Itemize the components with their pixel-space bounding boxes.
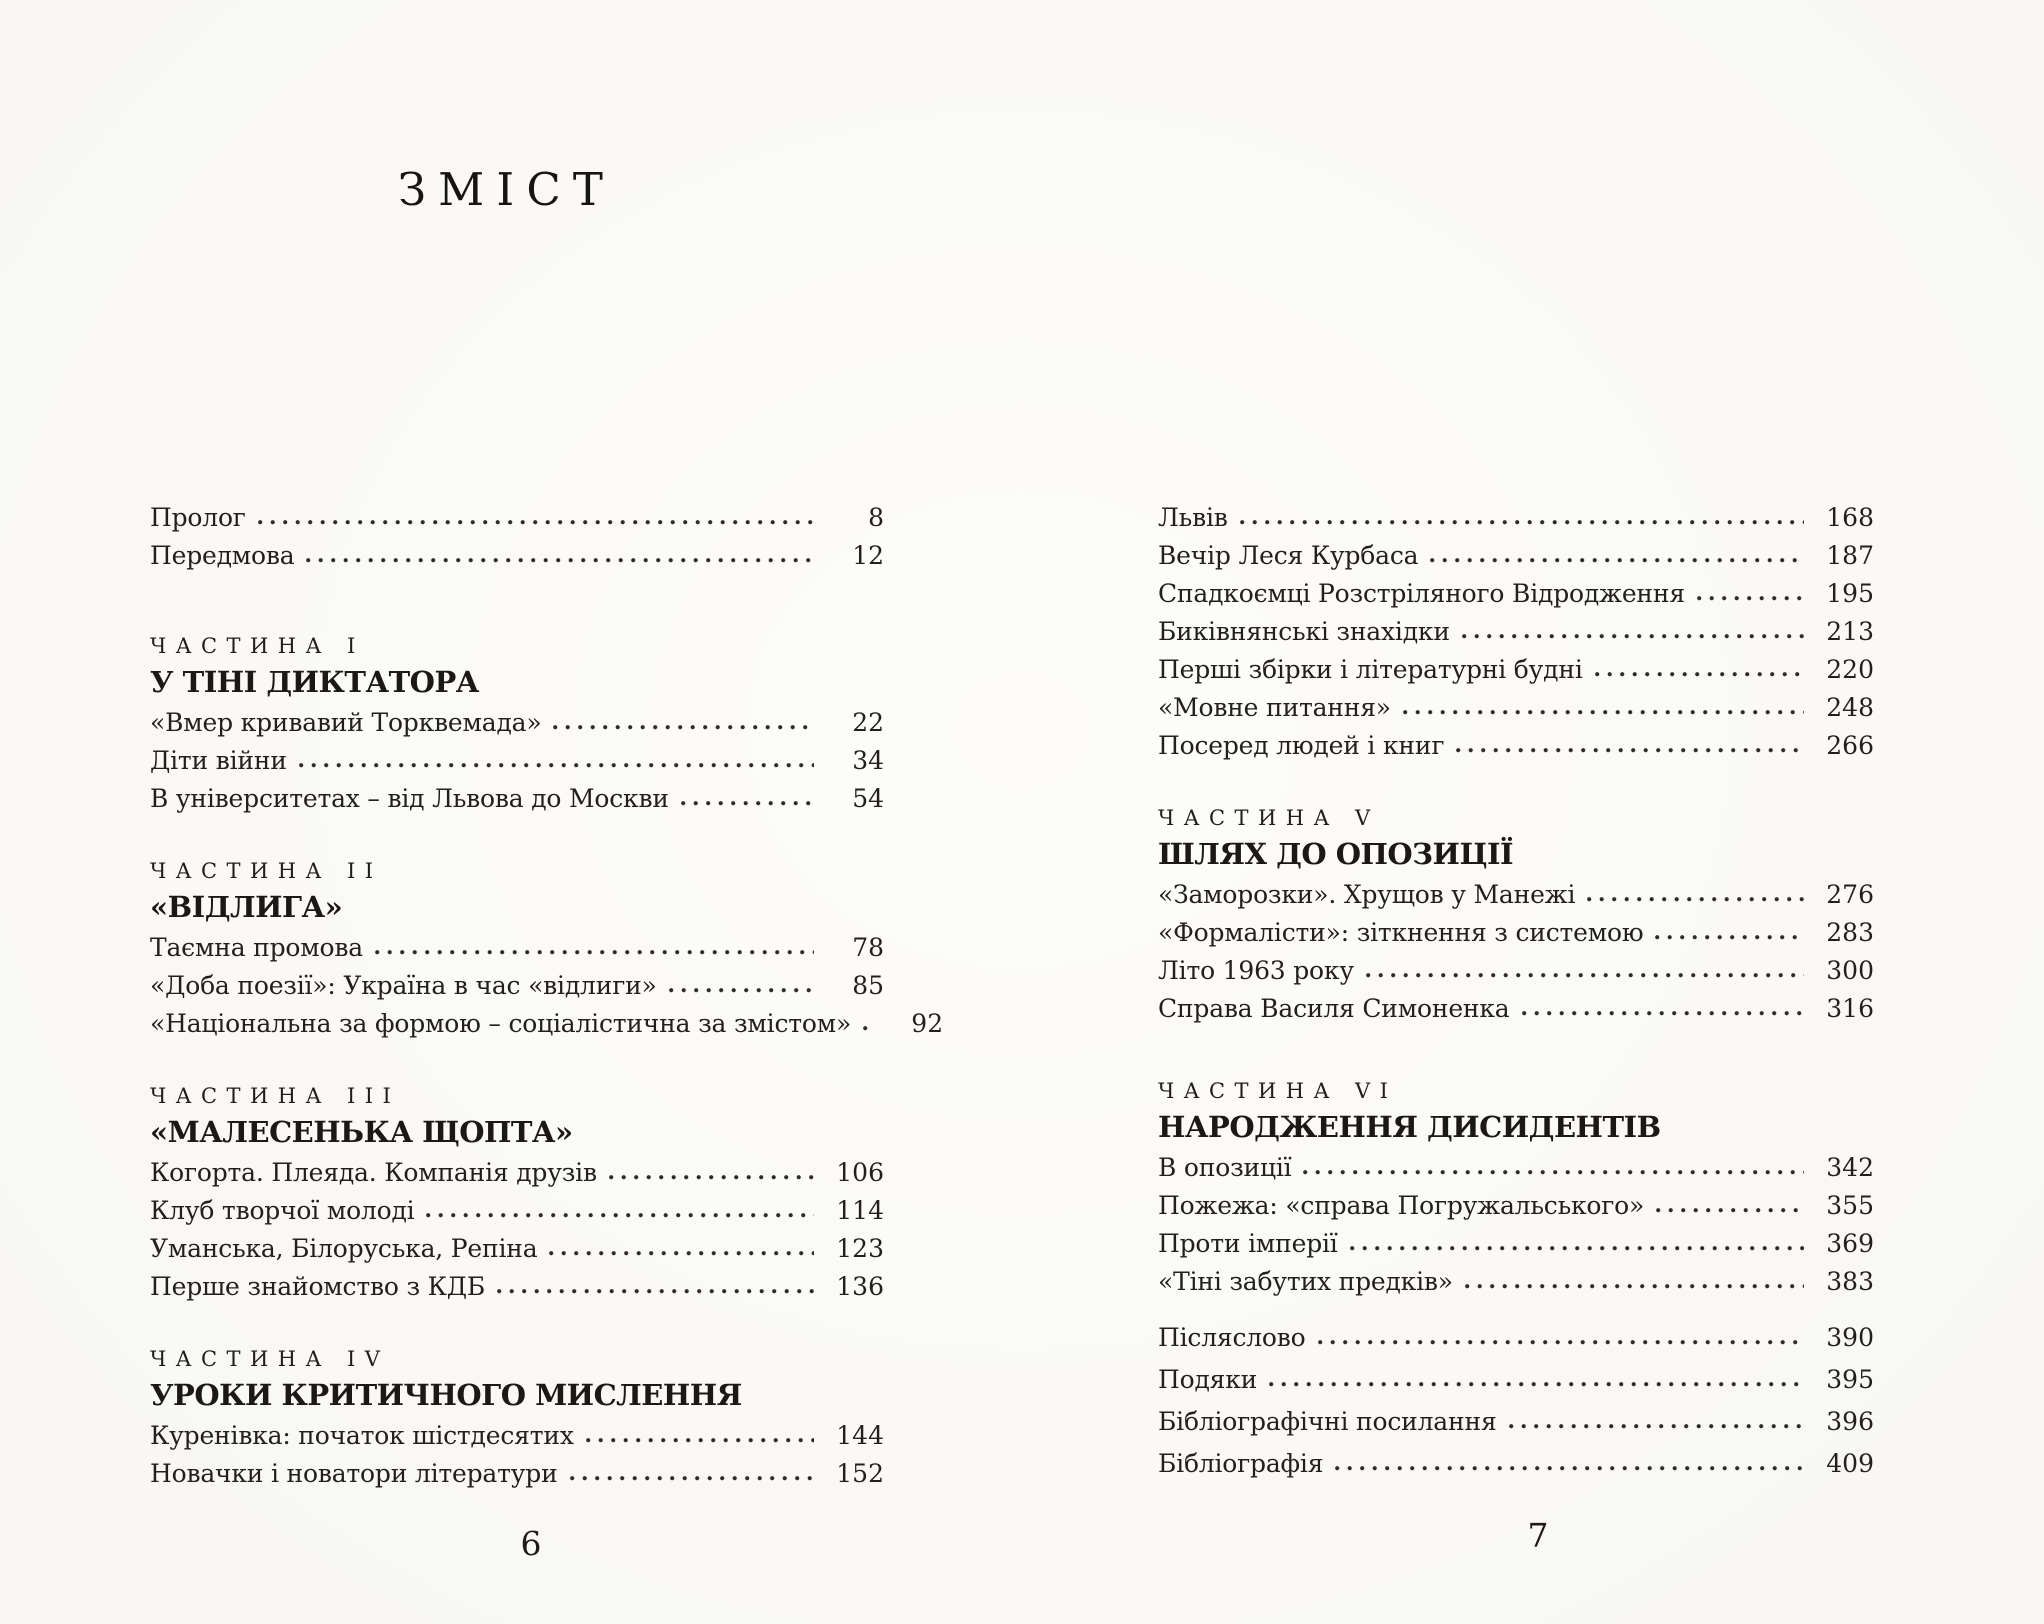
- entry-title: «Формалісти»: зіткнення з системою: [1158, 917, 1644, 947]
- entry-title: Пожежа: «справа Погружальського»: [1158, 1190, 1645, 1220]
- dot-leader: [1465, 1284, 1804, 1289]
- toc-entry: [1158, 989, 1874, 1027]
- entry-title: «Доба поезії»: Україна в час «відлиги»: [150, 970, 657, 1000]
- entry-title: Спадкоємці Розстріляного Відродження: [1158, 578, 1685, 608]
- entry-page: 316: [1826, 993, 1874, 1023]
- toc-entry: [1158, 574, 1874, 612]
- toc-entry: [1158, 1262, 1874, 1300]
- entry-title: Посеред людей і книг: [1158, 730, 1445, 760]
- toc-entry: [1158, 1442, 1874, 1484]
- toc-entry: [150, 1153, 884, 1191]
- entry-page: 213: [1826, 616, 1874, 646]
- entry-title: Перші збірки і літературні будні: [1158, 654, 1583, 684]
- right-page-column: [1158, 498, 1874, 1484]
- entry-page: 369: [1826, 1228, 1874, 1258]
- dot-leader: [669, 988, 814, 993]
- dot-leader: [863, 1026, 873, 1031]
- toc-entry: [150, 1454, 884, 1492]
- entry-page: 390: [1826, 1322, 1874, 1352]
- dot-leader: [1350, 1246, 1804, 1251]
- toc-entry: [1158, 498, 1874, 536]
- dot-leader: [570, 1476, 814, 1481]
- toc-entry: [1158, 1224, 1874, 1262]
- part-label: ЧАСТИНА III: [150, 1084, 401, 1108]
- toc-entry: [150, 1004, 944, 1042]
- entry-title: Перше знайомство з КДБ: [150, 1271, 486, 1301]
- entry-title: Биківнянські знахідки: [1158, 616, 1450, 646]
- entry-page: 342: [1826, 1152, 1874, 1182]
- dot-leader: [375, 950, 814, 955]
- toc-entry: [150, 966, 884, 1004]
- entry-title: Справа Василя Симоненка: [1158, 993, 1510, 1023]
- part-title: ШЛЯХ ДО ОПОЗИЦІЇ: [1158, 836, 1514, 871]
- entry-title: В університетах – від Львова до Москви: [150, 783, 669, 813]
- entry-page: 152: [836, 1458, 884, 1488]
- toc-entry: [150, 703, 884, 741]
- toc-entry: [150, 1267, 884, 1305]
- entry-title: Таємна промова: [150, 932, 363, 962]
- toc-entry: [1158, 650, 1874, 688]
- contents-title: ЗМІСТ: [398, 163, 616, 216]
- entry-page: 12: [852, 540, 884, 570]
- entry-title: Куренівка: початок шістдесятих: [150, 1420, 574, 1450]
- toc-entry: [1158, 1316, 1874, 1358]
- entry-title: Бібліографічні посилання: [1158, 1406, 1497, 1436]
- toc-entry: [150, 741, 884, 779]
- toc-entry: [150, 1191, 884, 1229]
- entry-title: Пролог: [150, 502, 246, 532]
- part-label: ЧАСТИНА V: [1158, 806, 1380, 830]
- toc-entry: [150, 928, 884, 966]
- toc-entry: [150, 1229, 884, 1267]
- entry-page: 220: [1826, 654, 1874, 684]
- entry-title: Проти імперії: [1158, 1228, 1338, 1258]
- dot-leader: [1318, 1340, 1804, 1345]
- dot-leader: [1366, 973, 1804, 978]
- dot-leader: [1595, 672, 1804, 677]
- entry-title: Львів: [1158, 502, 1228, 532]
- toc-entry: [1158, 726, 1874, 764]
- entry-page: 276: [1826, 879, 1874, 909]
- dot-leader: [1522, 1011, 1804, 1016]
- entry-page: 106: [836, 1157, 884, 1187]
- dot-leader: [1462, 634, 1804, 639]
- entry-title: Передмова: [150, 540, 295, 570]
- left-page-column: [150, 498, 944, 1492]
- entry-page: 114: [836, 1195, 884, 1225]
- entry-page: 144: [836, 1420, 884, 1450]
- part-title: УРОКИ КРИТИЧНОГО МИСЛЕННЯ: [150, 1377, 742, 1412]
- entry-page: 187: [1826, 540, 1874, 570]
- entry-title: Когорта. Плеяда. Компанія друзів: [150, 1157, 597, 1187]
- entry-title: Подяки: [1158, 1364, 1258, 1394]
- dot-leader: [1335, 1466, 1804, 1471]
- entry-title: Літо 1963 року: [1158, 955, 1354, 985]
- entry-page: 300: [1826, 955, 1874, 985]
- toc-entry: [1158, 1186, 1874, 1224]
- entry-title: Вечір Леся Курбаса: [1158, 540, 1419, 570]
- entry-title: Клуб творчої молоді: [150, 1195, 415, 1225]
- dot-leader: [1655, 935, 1804, 940]
- dot-leader: [497, 1289, 814, 1294]
- toc-entry: [150, 498, 884, 536]
- toc-entry: [1158, 1400, 1874, 1442]
- dot-leader: [1456, 748, 1804, 753]
- dot-leader: [299, 763, 814, 768]
- entry-page: 396: [1826, 1406, 1874, 1436]
- dot-leader: [681, 801, 814, 806]
- dot-leader: [306, 558, 814, 563]
- entry-page: 22: [852, 707, 884, 737]
- toc-entry: [150, 536, 884, 574]
- entry-title: «Заморозки». Хрущов у Манежі: [1158, 879, 1576, 909]
- toc-entry: [1158, 1358, 1874, 1400]
- toc-entry: [150, 1416, 884, 1454]
- part-label: ЧАСТИНА I: [150, 634, 365, 658]
- entry-title: Новачки і новатори літератури: [150, 1458, 558, 1488]
- toc-entry: [150, 779, 884, 817]
- dot-leader: [1269, 1382, 1804, 1387]
- entry-title: «Тіні забутих предків»: [1158, 1266, 1453, 1296]
- part-label: ЧАСТИНА II: [150, 859, 383, 883]
- dot-leader: [258, 520, 814, 525]
- entry-page: 136: [836, 1271, 884, 1301]
- entry-page: 248: [1826, 692, 1874, 722]
- entry-page: 355: [1826, 1190, 1874, 1220]
- dot-leader: [1403, 710, 1804, 715]
- dot-leader: [549, 1251, 814, 1256]
- dot-leader: [553, 725, 814, 730]
- toc-entry: [1158, 913, 1874, 951]
- entry-page: 395: [1826, 1364, 1874, 1394]
- part-title: НАРОДЖЕННЯ ДИСИДЕНТІВ: [1158, 1109, 1661, 1144]
- entry-page: 383: [1826, 1266, 1874, 1296]
- entry-title: «Вмер кривавий Торквемада»: [150, 707, 542, 737]
- part-title: «МАЛЕСЕНЬКА ЩОПТА»: [150, 1114, 573, 1149]
- entry-page: 34: [852, 745, 884, 775]
- entry-title: Післяслово: [1158, 1322, 1306, 1352]
- part-title: «ВІДЛИГА»: [150, 889, 343, 924]
- dot-leader: [1509, 1424, 1804, 1429]
- entry-page: 409: [1826, 1448, 1874, 1478]
- entry-page: 168: [1826, 502, 1874, 532]
- part-title: У ТІНІ ДИКТАТОРА: [150, 664, 479, 699]
- dot-leader: [1240, 520, 1804, 525]
- toc-entry: [1158, 1148, 1874, 1186]
- dot-leader: [586, 1438, 814, 1443]
- entry-page: 283: [1826, 917, 1874, 947]
- dot-leader: [1587, 897, 1804, 902]
- entry-page: 85: [852, 970, 884, 1000]
- toc-entry: [1158, 951, 1874, 989]
- entry-page: 8: [868, 502, 884, 532]
- dot-leader: [1656, 1208, 1804, 1213]
- back-matter: [1158, 1316, 1874, 1484]
- entry-page: 92: [911, 1008, 944, 1038]
- entry-title: В опозиції: [1158, 1152, 1292, 1182]
- part-label: ЧАСТИНА IV: [150, 1347, 390, 1371]
- entry-page: 123: [836, 1233, 884, 1263]
- dot-leader: [1303, 1170, 1804, 1175]
- entry-page: 78: [852, 932, 884, 962]
- entry-title: Уманська, Білоруська, Репіна: [150, 1233, 538, 1263]
- part-label: ЧАСТИНА VI: [1158, 1079, 1398, 1103]
- entry-title: Бібліографія: [1158, 1448, 1324, 1478]
- dot-leader: [609, 1175, 814, 1180]
- entry-page: 266: [1826, 730, 1874, 760]
- toc-entry: [1158, 688, 1874, 726]
- entry-title: «Мовне питання»: [1158, 692, 1391, 722]
- toc-entry: [1158, 612, 1874, 650]
- entry-page: 195: [1826, 578, 1874, 608]
- toc-entry: [1158, 536, 1874, 574]
- entry-title: «Національна за формою – соціалістична за змістом»: [150, 1008, 852, 1038]
- dot-leader: [426, 1213, 814, 1218]
- entry-title: Діти війни: [150, 745, 287, 775]
- dot-leader: [1697, 596, 1804, 601]
- toc-entry: [1158, 875, 1874, 913]
- entry-page: 54: [852, 783, 884, 813]
- page-number-right: 7: [1527, 1516, 1549, 1555]
- dot-leader: [1430, 558, 1804, 563]
- page-number-left: 6: [520, 1524, 542, 1563]
